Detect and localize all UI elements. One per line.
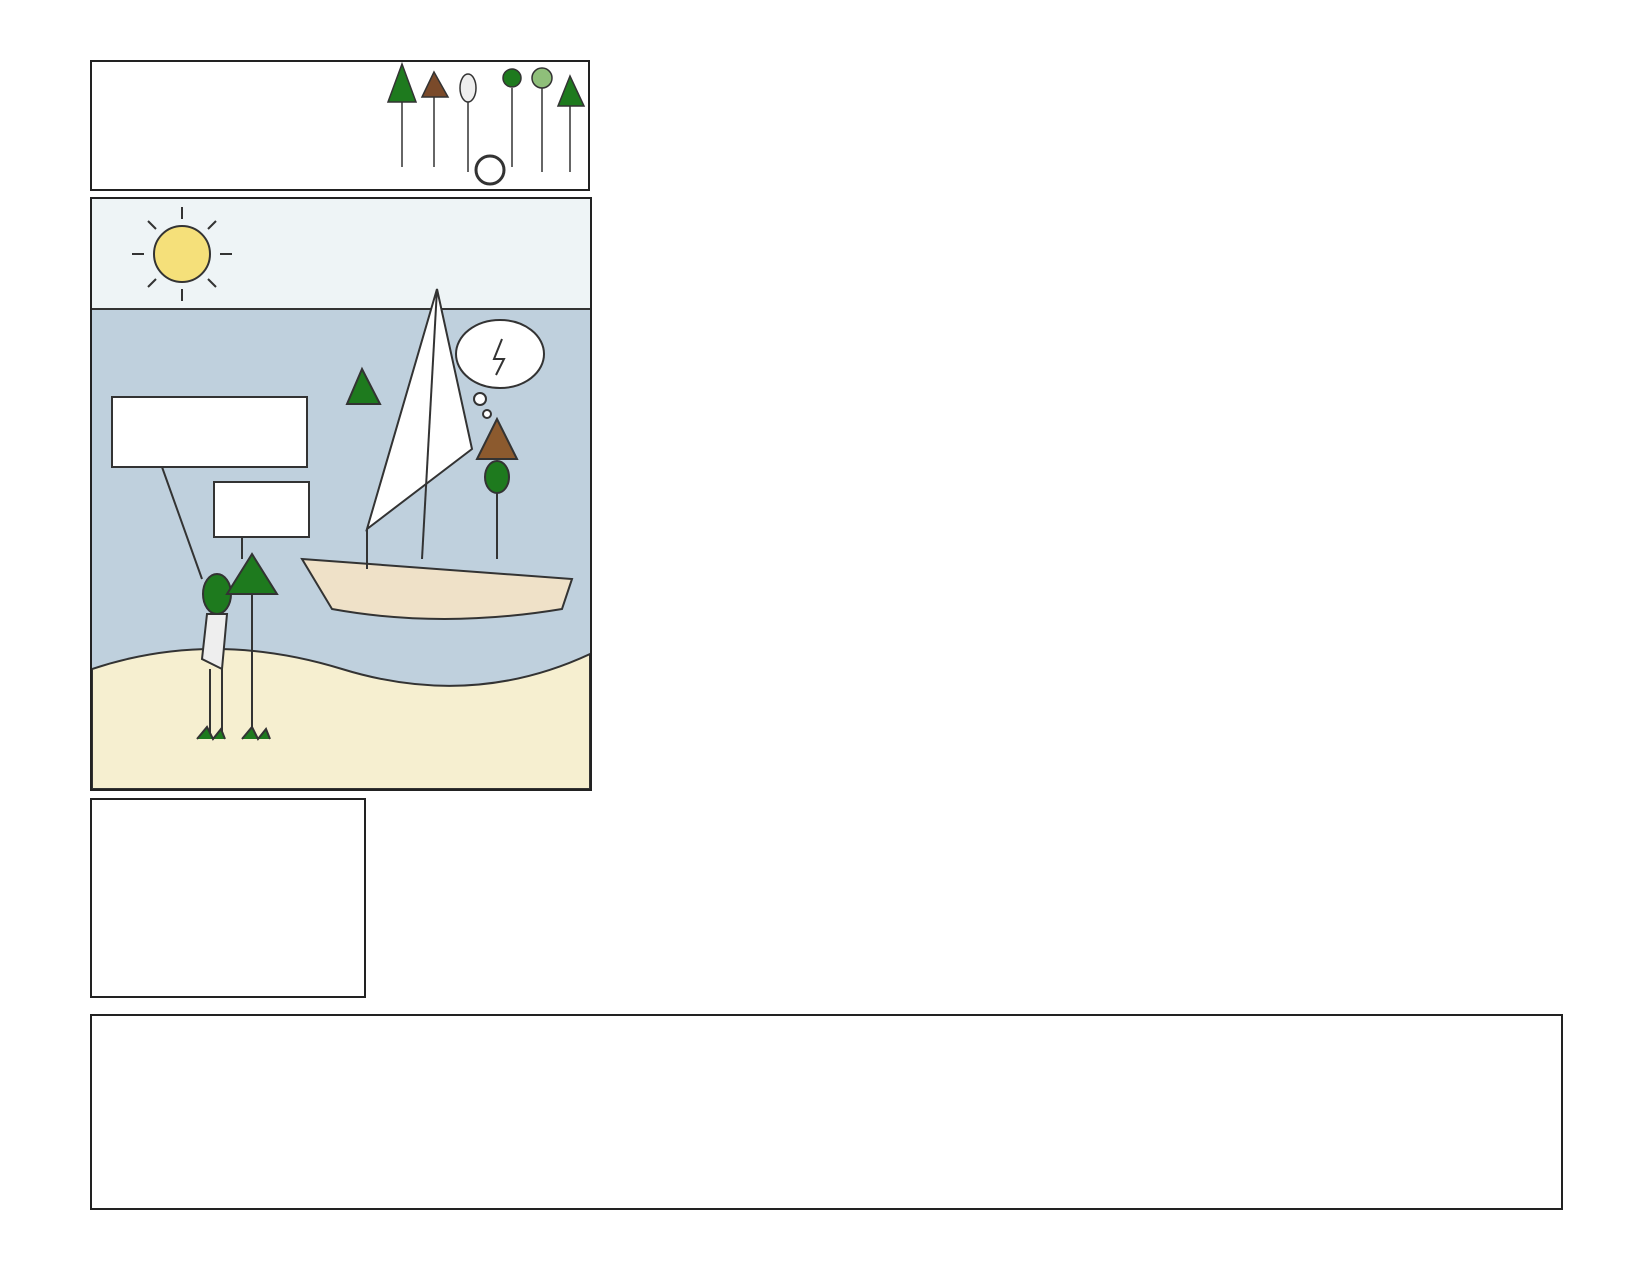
calendar-grid [603, 60, 1563, 998]
speech-bubble-1 [112, 397, 307, 467]
speech-bubble-2 [214, 482, 309, 537]
holiday-list-bottom [90, 1014, 1563, 1210]
woodchips-logo [90, 60, 590, 191]
comic-strip [90, 197, 592, 791]
holiday-list-jan-feb [90, 798, 366, 998]
logo-characters [388, 64, 584, 184]
year-display [378, 790, 596, 990]
